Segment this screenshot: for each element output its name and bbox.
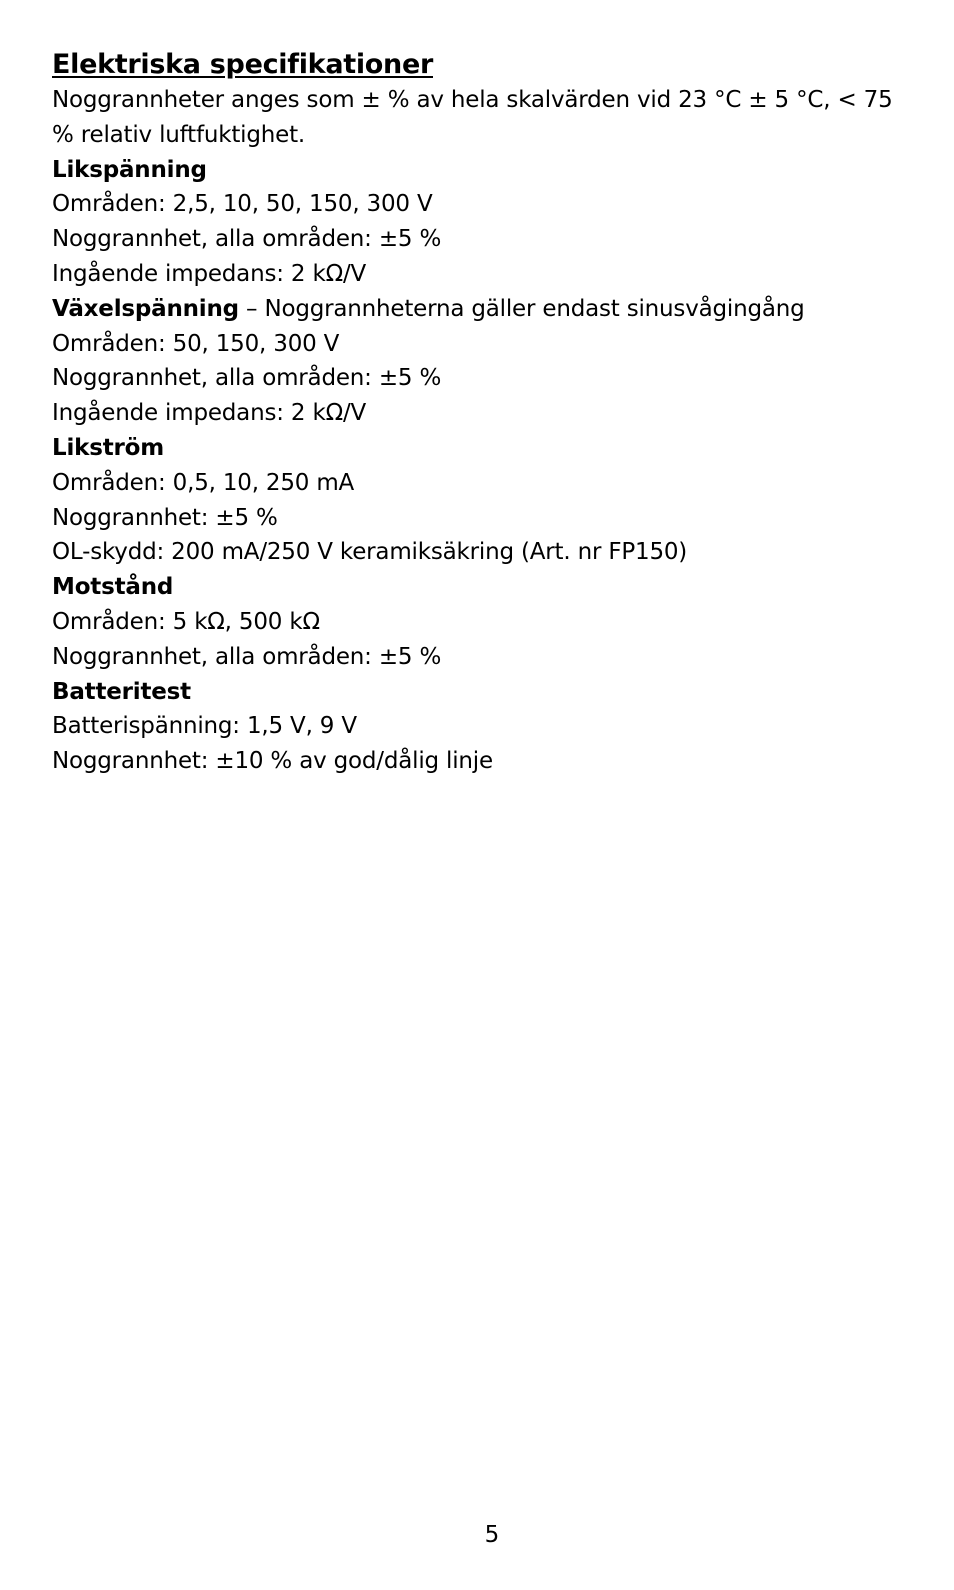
section-battery-test bbox=[52, 675, 912, 779]
section-dc-voltage bbox=[52, 153, 912, 292]
section-heading-ac-voltage: Växelspänning bbox=[52, 295, 239, 322]
section-heading-dc-current: Likström bbox=[52, 434, 165, 461]
section-heading-dc-voltage: Likspänning bbox=[52, 156, 207, 183]
intro-text: Noggrannheter anges som ± % av hela skalvärden vid 23 °C ± 5 °C, < 75 % relativ luftfuktighet. bbox=[52, 87, 893, 148]
dc-current-ranges: Områden: 0,5, 10, 250 mA bbox=[52, 469, 355, 496]
section-resistance bbox=[52, 570, 912, 674]
battery-test-voltages: Batterispänning: 1,5 V, 9 V bbox=[52, 713, 357, 740]
ac-voltage-impedance: Ingående impedans: 2 kΩ/V bbox=[52, 400, 367, 427]
resistance-ranges: Områden: 5 kΩ, 500 kΩ bbox=[52, 608, 320, 635]
dc-current-accuracy: Noggrannhet: ±5 % bbox=[52, 504, 278, 531]
ac-voltage-ranges: Områden: 50, 150, 300 V bbox=[52, 330, 340, 357]
section-heading-battery-test: Batteritest bbox=[52, 678, 191, 705]
dc-voltage-impedance: Ingående impedans: 2 kΩ/V bbox=[52, 260, 367, 287]
page-title: Elektriska specifikationer bbox=[52, 49, 433, 80]
ac-voltage-note: – Noggrannheterna gäller endast sinusvågingång bbox=[238, 295, 805, 322]
resistance-accuracy: Noggrannhet, alla områden: ±5 % bbox=[52, 643, 442, 670]
ac-voltage-accuracy: Noggrannhet, alla områden: ±5 % bbox=[52, 365, 442, 392]
section-heading-resistance: Motstånd bbox=[52, 574, 174, 601]
dc-current-protection: OL-skydd: 200 mA/250 V keramiksäkring (Art. nr FP150) bbox=[52, 539, 688, 566]
dc-voltage-accuracy: Noggrannhet, alla områden: ±5 % bbox=[52, 226, 442, 253]
battery-test-accuracy: Noggrannhet: ±10 % av god/dålig linje bbox=[52, 748, 493, 775]
document-body bbox=[52, 47, 912, 779]
ac-voltage-heading-line bbox=[52, 292, 912, 327]
dc-voltage-ranges: Områden: 2,5, 10, 50, 150, 300 V bbox=[52, 191, 433, 218]
section-dc-current bbox=[52, 431, 912, 570]
section-ac-voltage bbox=[52, 292, 912, 431]
page-number: 5 bbox=[484, 1522, 500, 1548]
